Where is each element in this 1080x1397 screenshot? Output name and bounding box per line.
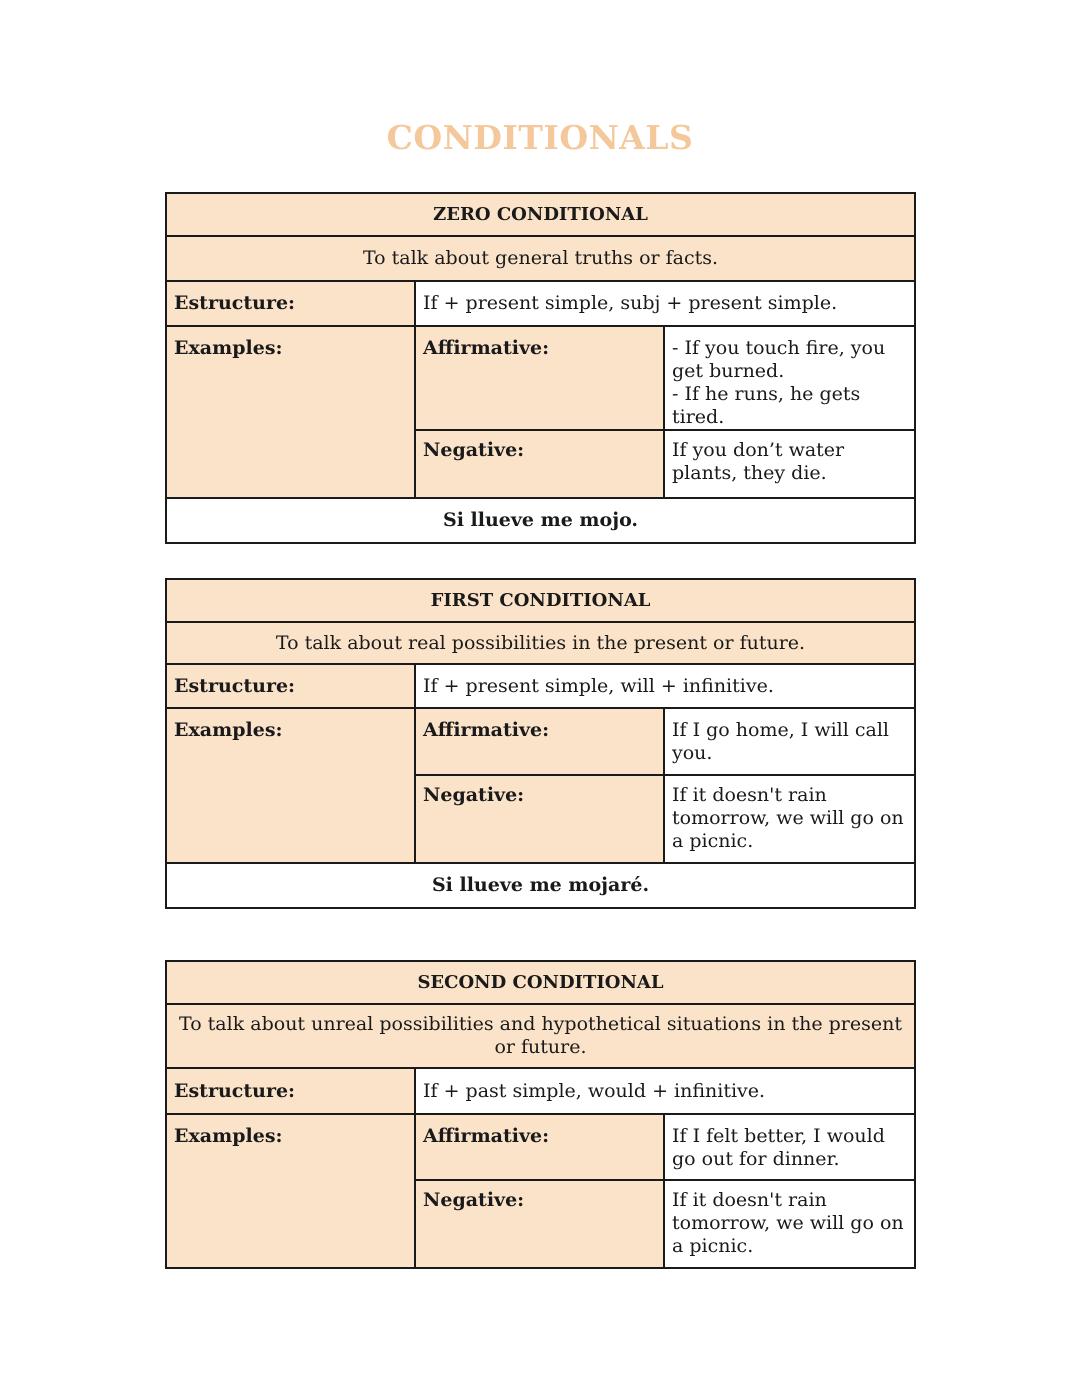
second-conditional-affirmative: If I felt better, I would go out for dinner.: [664, 1114, 915, 1180]
negative-label: Negative:: [415, 775, 664, 863]
structure-label: Estructure:: [166, 664, 415, 708]
affirmative-label: Affirmative:: [415, 708, 664, 775]
first-conditional-description: To talk about real possibilities in the present or future.: [166, 622, 915, 664]
first-conditional-structure: If + present simple, will + infinitive.: [415, 664, 915, 708]
negative-label: Negative:: [415, 1180, 664, 1268]
page-title: CONDITIONALS: [386, 118, 694, 157]
affirmative-label: Affirmative:: [415, 1114, 664, 1180]
examples-label: Examples:: [166, 708, 415, 863]
first-conditional-negative: If it doesn't rain tomorrow, we will go on a picnic.: [664, 775, 915, 863]
zero-conditional-table: [165, 192, 916, 544]
zero-conditional-structure: If + present simple, subj + present simple.: [415, 281, 915, 326]
first-conditional-translation: Si llueve me mojaré.: [166, 863, 915, 908]
zero-affirmative-example-2: - If he runs, he gets tired.: [672, 383, 861, 428]
second-conditional-title: SECOND CONDITIONAL: [166, 961, 915, 1004]
zero-conditional-title: ZERO CONDITIONAL: [166, 193, 915, 236]
second-conditional-table: [165, 960, 916, 1269]
first-conditional-table: [165, 578, 916, 909]
zero-conditional-negative: If you don’t water plants, they die.: [664, 430, 915, 498]
first-conditional-title: FIRST CONDITIONAL: [166, 579, 915, 622]
structure-label: Estructure:: [166, 1068, 415, 1114]
negative-label: Negative:: [415, 430, 664, 498]
examples-label: Examples:: [166, 326, 415, 498]
zero-affirmative-example-1: - If you touch fire, you get burned.: [672, 337, 886, 382]
second-conditional-structure: If + past simple, would + infinitive.: [415, 1068, 915, 1114]
examples-label: Examples:: [166, 1114, 415, 1268]
first-conditional-affirmative: If I go home, I will call you.: [664, 708, 915, 775]
structure-label: Estructure:: [166, 281, 415, 326]
second-conditional-description: To talk about unreal possibilities and hypothetical situations in the present or future.: [166, 1004, 915, 1068]
zero-conditional-translation: Si llueve me mojo.: [166, 498, 915, 543]
zero-conditional-description: To talk about general truths or facts.: [166, 236, 915, 281]
second-conditional-negative: If it doesn't rain tomorrow, we will go on a picnic.: [664, 1180, 915, 1268]
zero-conditional-affirmative: [664, 326, 915, 430]
affirmative-label: Affirmative:: [415, 326, 664, 430]
